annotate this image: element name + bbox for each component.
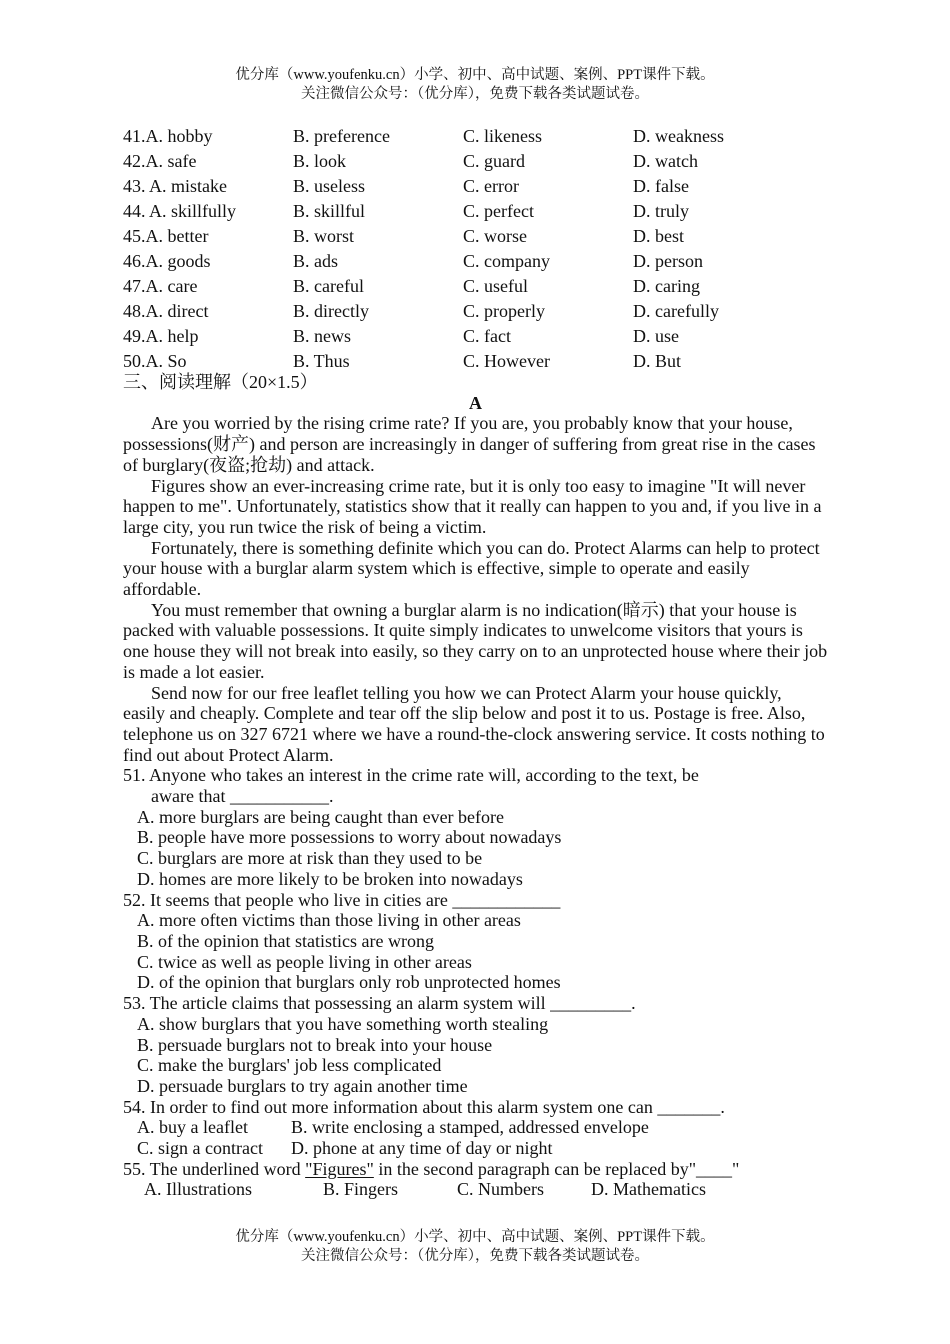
choice-a: A. Illustrations bbox=[144, 1179, 252, 1200]
option-a: 41.A. hobby bbox=[123, 126, 213, 146]
question-stem: 53. The article claims that possessing an alarm system will _________. bbox=[123, 993, 636, 1014]
option-c: C. worse bbox=[463, 226, 527, 246]
option-a: 43. A. mistake bbox=[123, 176, 227, 196]
underlined-word: "Figures" bbox=[305, 1158, 374, 1179]
choice-c: C. sign a contract bbox=[137, 1138, 263, 1159]
option-d: D. carefully bbox=[633, 301, 719, 321]
option-a: 49.A. help bbox=[123, 326, 199, 346]
choice-b: B. people have more possessions to worry about nowadays bbox=[137, 827, 562, 848]
option-a: 46.A. goods bbox=[123, 251, 211, 271]
option-b: B. news bbox=[293, 326, 351, 346]
header-line-1: 优分库（www.youfenku.cn）小学、初中、高中试题、案例、PPT课件下载。 bbox=[235, 67, 715, 83]
answer-blank: ____ bbox=[696, 1158, 733, 1179]
option-b: B. skillful bbox=[293, 201, 366, 221]
passage-paragraph-1: Are you worried by the rising crime rate? If you are, you probably know that your house, possessions(财产) and person are increasingly in danger of suffering from great rise in the cases of burglary(夜盗;抢劫) and attack. bbox=[123, 413, 816, 475]
option-d: D. weakness bbox=[633, 126, 724, 146]
option-b: B. directly bbox=[293, 301, 369, 321]
option-b: B. useless bbox=[293, 176, 365, 196]
option-a: 45.A. better bbox=[123, 226, 209, 246]
choice-d: D. persuade burglars to try again another time bbox=[137, 1075, 468, 1096]
passage-paragraph-3: Fortunately, there is something definite which you can do. Protect Alarms can help to protect your house with a burglar alarm system which is effective, simple to operate and easily affordable. bbox=[123, 537, 820, 600]
option-c: C. guard bbox=[463, 151, 525, 171]
choice-d: D. homes are more likely to be broken into nowadays bbox=[137, 868, 523, 889]
choice-c: C. Numbers bbox=[457, 1179, 544, 1200]
option-b: B. careful bbox=[293, 276, 364, 296]
page-footer bbox=[0, 1228, 950, 1266]
choice-row-cd bbox=[123, 1138, 828, 1159]
passage-paragraph-4: You must remember that owning a burglar alarm is no indication(暗示) that your house is packed with valuable possessions. It quite simply indicates to unwelcome visitors that yours is one house they will not break into easily, so they carry on to an unprotected house where their job is made a lot easier. bbox=[123, 599, 828, 682]
option-c: C. perfect bbox=[463, 201, 534, 221]
option-a: 48.A. direct bbox=[123, 301, 209, 321]
option-a: 44. A. skillfully bbox=[123, 201, 237, 221]
choice-b: B. write enclosing a stamped, addressed envelope bbox=[291, 1117, 649, 1138]
option-d: D. best bbox=[633, 226, 684, 246]
passage-paragraph-5: Send now for our free leaflet telling you how we can Protect Alarm your house quickly, easily and cheaply. Complete and tear off the slip below and post it to us. Postage is free. Also, telephone us on 327 6721 where we have a round-the-clock answering service. It costs nothing to find out about Protect Alarm. bbox=[123, 682, 825, 765]
choice-b: B. of the opinion that statistics are wrong bbox=[137, 930, 434, 951]
choice-c: C. twice as well as people living in other areas bbox=[137, 951, 472, 972]
choice-a: A. buy a leaflet bbox=[137, 1117, 248, 1138]
stem-end: " bbox=[732, 1158, 740, 1179]
option-c: C. However bbox=[463, 351, 550, 371]
option-d: D. truly bbox=[633, 201, 689, 221]
choice-c: C. make the burglars' job less complicated bbox=[137, 1055, 442, 1076]
question-stem-continued: aware that ___________. bbox=[151, 786, 334, 807]
option-b: B. Thus bbox=[293, 351, 350, 371]
question-stem: 54. In order to find out more information about this alarm system one can _______. bbox=[123, 1096, 725, 1117]
choice-a: A. more burglars are being caught than ever before bbox=[137, 806, 505, 827]
section-title: 三、阅读理解（20×1.5） bbox=[123, 372, 318, 392]
option-b: B. preference bbox=[293, 126, 390, 146]
choice-a: A. show burglars that you have something worth stealing bbox=[137, 1013, 549, 1034]
question-53 bbox=[123, 993, 828, 1097]
option-d: D. But bbox=[633, 351, 682, 371]
option-d: D. caring bbox=[633, 276, 700, 296]
passage-paragraph-2: Figures show an ever-increasing crime rate, but it is only too easy to imagine "It will never happen to me". Unfortunately, statistics show that it really can happen to you and, if you live in a large city, you run twice the risk of being a victim. bbox=[123, 475, 822, 537]
footer-line-1: 优分库（www.youfenku.cn）小学、初中、高中试题、案例、PPT课件下载。 bbox=[235, 1229, 715, 1245]
option-d: D. use bbox=[633, 326, 679, 346]
reading-section bbox=[123, 372, 828, 1200]
choice-row bbox=[123, 1179, 828, 1200]
choice-d: D. phone at any time of day or night bbox=[291, 1138, 553, 1159]
option-a: 50.A. So bbox=[123, 351, 187, 371]
choice-a: A. more often victims than those living in other areas bbox=[137, 910, 521, 931]
option-b: B. ads bbox=[293, 251, 338, 271]
header-line-2: 关注微信公众号：（优分库），免费下载各类试题试卷。 bbox=[301, 86, 649, 102]
choice-d: D. of the opinion that burglars only rob unprotected homes bbox=[137, 972, 561, 993]
option-d: D. watch bbox=[633, 151, 698, 171]
question-55 bbox=[123, 1159, 828, 1200]
option-c: C. fact bbox=[463, 326, 511, 346]
option-c: C. company bbox=[463, 251, 550, 271]
question-51 bbox=[123, 765, 828, 889]
choice-c: C. burglars are more at risk than they used to be bbox=[137, 848, 483, 869]
question-stem: 52. It seems that people who live in cities are ____________ bbox=[123, 889, 561, 910]
choice-d: D. Mathematics bbox=[591, 1179, 706, 1200]
choice-b: B. Fingers bbox=[323, 1179, 399, 1200]
footer-line-2: 关注微信公众号：（优分库），免费下载各类试题试卷。 bbox=[301, 1248, 649, 1264]
stem-before: 55. The underlined word bbox=[123, 1158, 306, 1179]
option-d: D. person bbox=[633, 251, 703, 271]
option-a: 47.A. care bbox=[123, 276, 198, 296]
stem-after: in the second paragraph can be replaced by" bbox=[373, 1158, 697, 1179]
choice-row-ab bbox=[123, 1117, 828, 1138]
option-c: C. error bbox=[463, 176, 519, 196]
option-d: D. false bbox=[633, 176, 689, 196]
passage-title: A bbox=[469, 392, 482, 413]
option-c: C. useful bbox=[463, 276, 528, 296]
option-a: 42.A. safe bbox=[123, 151, 197, 171]
option-b: B. look bbox=[293, 151, 347, 171]
question-stem bbox=[123, 1159, 828, 1180]
page-header bbox=[0, 66, 950, 104]
choice-b: B. persuade burglars not to break into your house bbox=[137, 1034, 493, 1055]
option-b: B. worst bbox=[293, 226, 355, 246]
option-c: C. properly bbox=[463, 301, 545, 321]
question-stem: 51. Anyone who takes an interest in the crime rate will, according to the text, be bbox=[123, 765, 699, 786]
question-52 bbox=[123, 890, 828, 994]
option-c: C. likeness bbox=[463, 126, 542, 146]
question-54 bbox=[123, 1097, 828, 1159]
